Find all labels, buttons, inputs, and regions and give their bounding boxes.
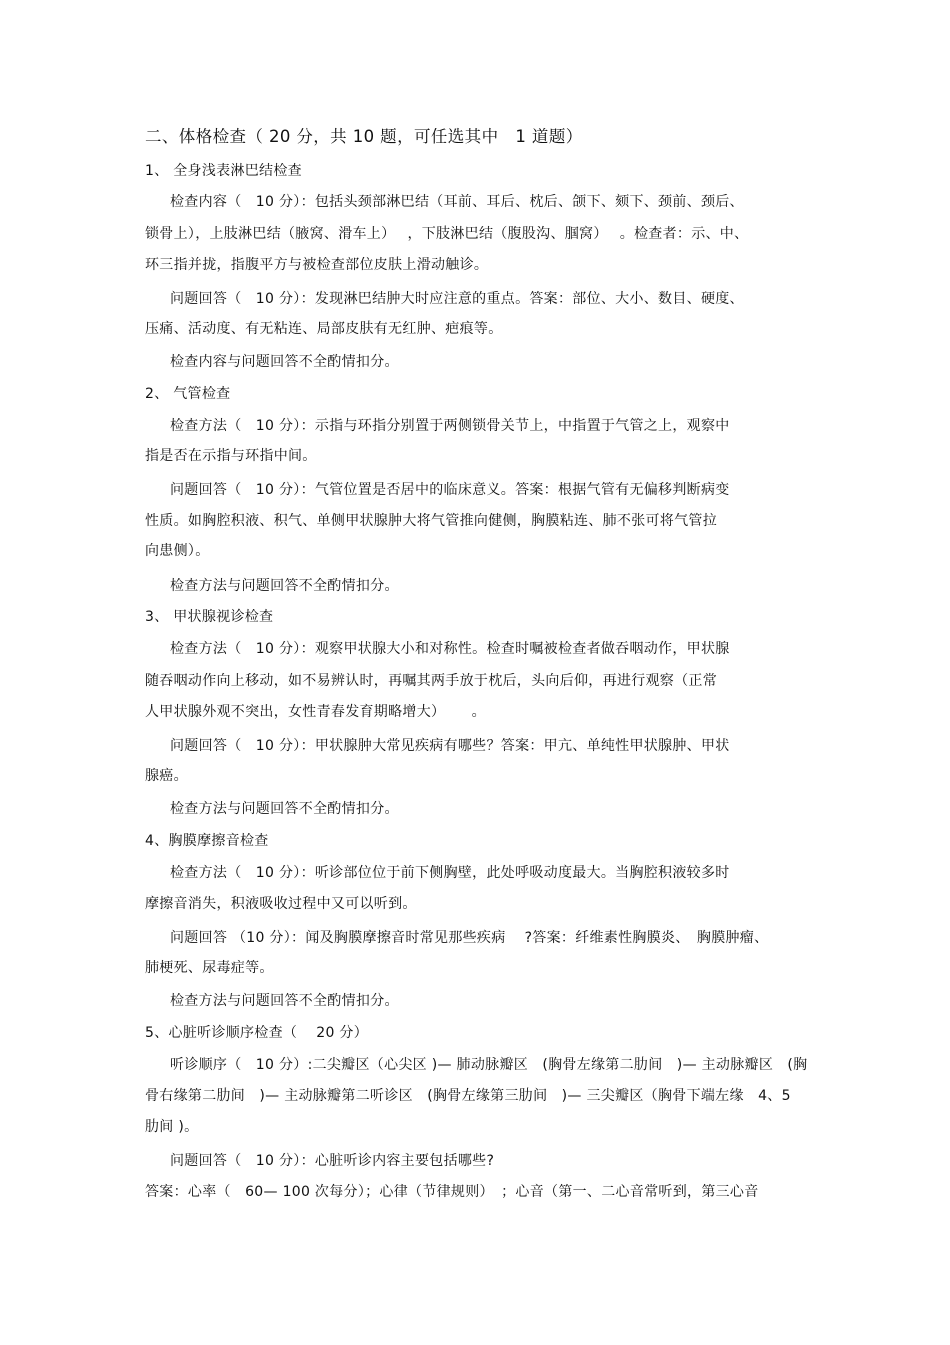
paragraph-line: 锁骨上），上肢淋巴结（腋窝、滑车上） ，下肢淋巴结（腹股沟、腘窝） 。检查者：示、中、 [145, 226, 749, 242]
paragraph-line: 检查方法与问题回答不全酌情扣分。 [170, 993, 399, 1009]
section-heading: 3、 甲状腺视诊检查 [145, 609, 274, 625]
paragraph-line: 检查内容与问题回答不全酌情扣分。 [170, 354, 399, 370]
section-heading: 5、心脏听诊顺序检查（ 20 分） [145, 1025, 369, 1041]
paragraph-line: 人甲状腺外观不突出，女性青春发育期略增大） 。 [145, 704, 486, 720]
paragraph-line: 检查方法（ 10 分）：观察甲状腺大小和对称性。检查时嘱被检查者做吞咽动作，甲状腺 [170, 641, 730, 657]
section-heading: 2、 气管检查 [145, 386, 231, 402]
paragraph-line: 检查方法（ 10 分）：示指与环指分别置于两侧锁骨关节上，中指置于气管之上，观察中 [170, 418, 730, 434]
paragraph-line: 检查方法与问题回答不全酌情扣分。 [170, 801, 399, 817]
paragraph-line: 压痛、活动度、有无粘连、局部皮肤有无红肿、疤痕等。 [145, 321, 503, 337]
paragraph-line: 听诊顺序（ 10 分）:二尖瓣区（心尖区 )— 肺动脉瓣区 (胸骨左缘第二肋间 )— 主动脉瓣区 (胸 [170, 1057, 808, 1073]
paragraph-line: 骨右缘第二肋间 )— 主动脉瓣第二听诊区 (胸骨左缘第三肋间 )— 三尖瓣区（胸骨下端左缘 4、5 [145, 1088, 791, 1104]
paragraph-line: 问题回答（ 10 分）：心脏听诊内容主要包括哪些? [170, 1153, 495, 1169]
paragraph-line: 腺癌。 [145, 768, 188, 784]
paragraph-line: 检查方法（ 10 分）：听诊部位位于前下侧胸壁，此处呼吸动度最大。当胸腔积液较多时 [170, 865, 730, 881]
paragraph-line: 肋间 )。 [145, 1119, 199, 1135]
paragraph-line: 性质。如胸腔积液、积气、单侧甲状腺肿大将气管推向健侧，胸膜粘连、肺不张可将气管拉 [145, 513, 717, 529]
paragraph-line: 摩擦音消失，积液吸收过程中又可以听到。 [145, 896, 417, 912]
paragraph-line: 指是否在示指与环指中间。 [145, 448, 317, 464]
paragraph-line: 问题回答（ 10 分）：气管位置是否居中的临床意义。答案：根据气管有无偏移判断病变 [170, 482, 730, 498]
section-heading: 1、 全身浅表淋巴结检查 [145, 163, 302, 179]
paragraph-line: 检查内容（ 10 分）：包括头颈部淋巴结（耳前、耳后、枕后、颌下、颏下、颈前、颈后、 [170, 194, 744, 210]
paragraph-line: 肺梗死、尿毒症等。 [145, 960, 274, 976]
paragraph-line: 环三指并拢，指腹平方与被检查部位皮肤上滑动触诊。 [145, 257, 489, 273]
section-heading: 4、胸膜摩擦音检查 [145, 833, 269, 849]
paragraph-line: 问题回答（ 10 分）：发现淋巴结肿大时应注意的重点。答案：部位、大小、数目、硬度、 [170, 291, 744, 307]
paragraph-line: 随吞咽动作向上移动，如不易辨认时，再嘱其两手放于枕后，头向后仰，再进行观察（正常 [145, 673, 717, 689]
section-title: 二、体格检查（ 20 分，共 10 题，可任选其中 1 道题） [145, 127, 583, 146]
paragraph-line: 向患侧）。 [145, 543, 210, 559]
paragraph-line: 问题回答（ 10 分）：甲状腺肿大常见疾病有哪些？答案：甲亢、单纯性甲状腺肿、甲状 [170, 738, 730, 754]
paragraph-line: 检查方法与问题回答不全酌情扣分。 [170, 578, 399, 594]
paragraph-line: 问题回答 （10 分）：闻及胸膜摩擦音时常见那些疾病 ?答案：纤维素性胸膜炎、 胸膜肿瘤、 [170, 930, 769, 946]
paragraph-line: 答案：心率（ 60— 100 次每分）；心律（节律规则） ；心音（第一、二心音常听到，第三心音 [145, 1184, 759, 1200]
